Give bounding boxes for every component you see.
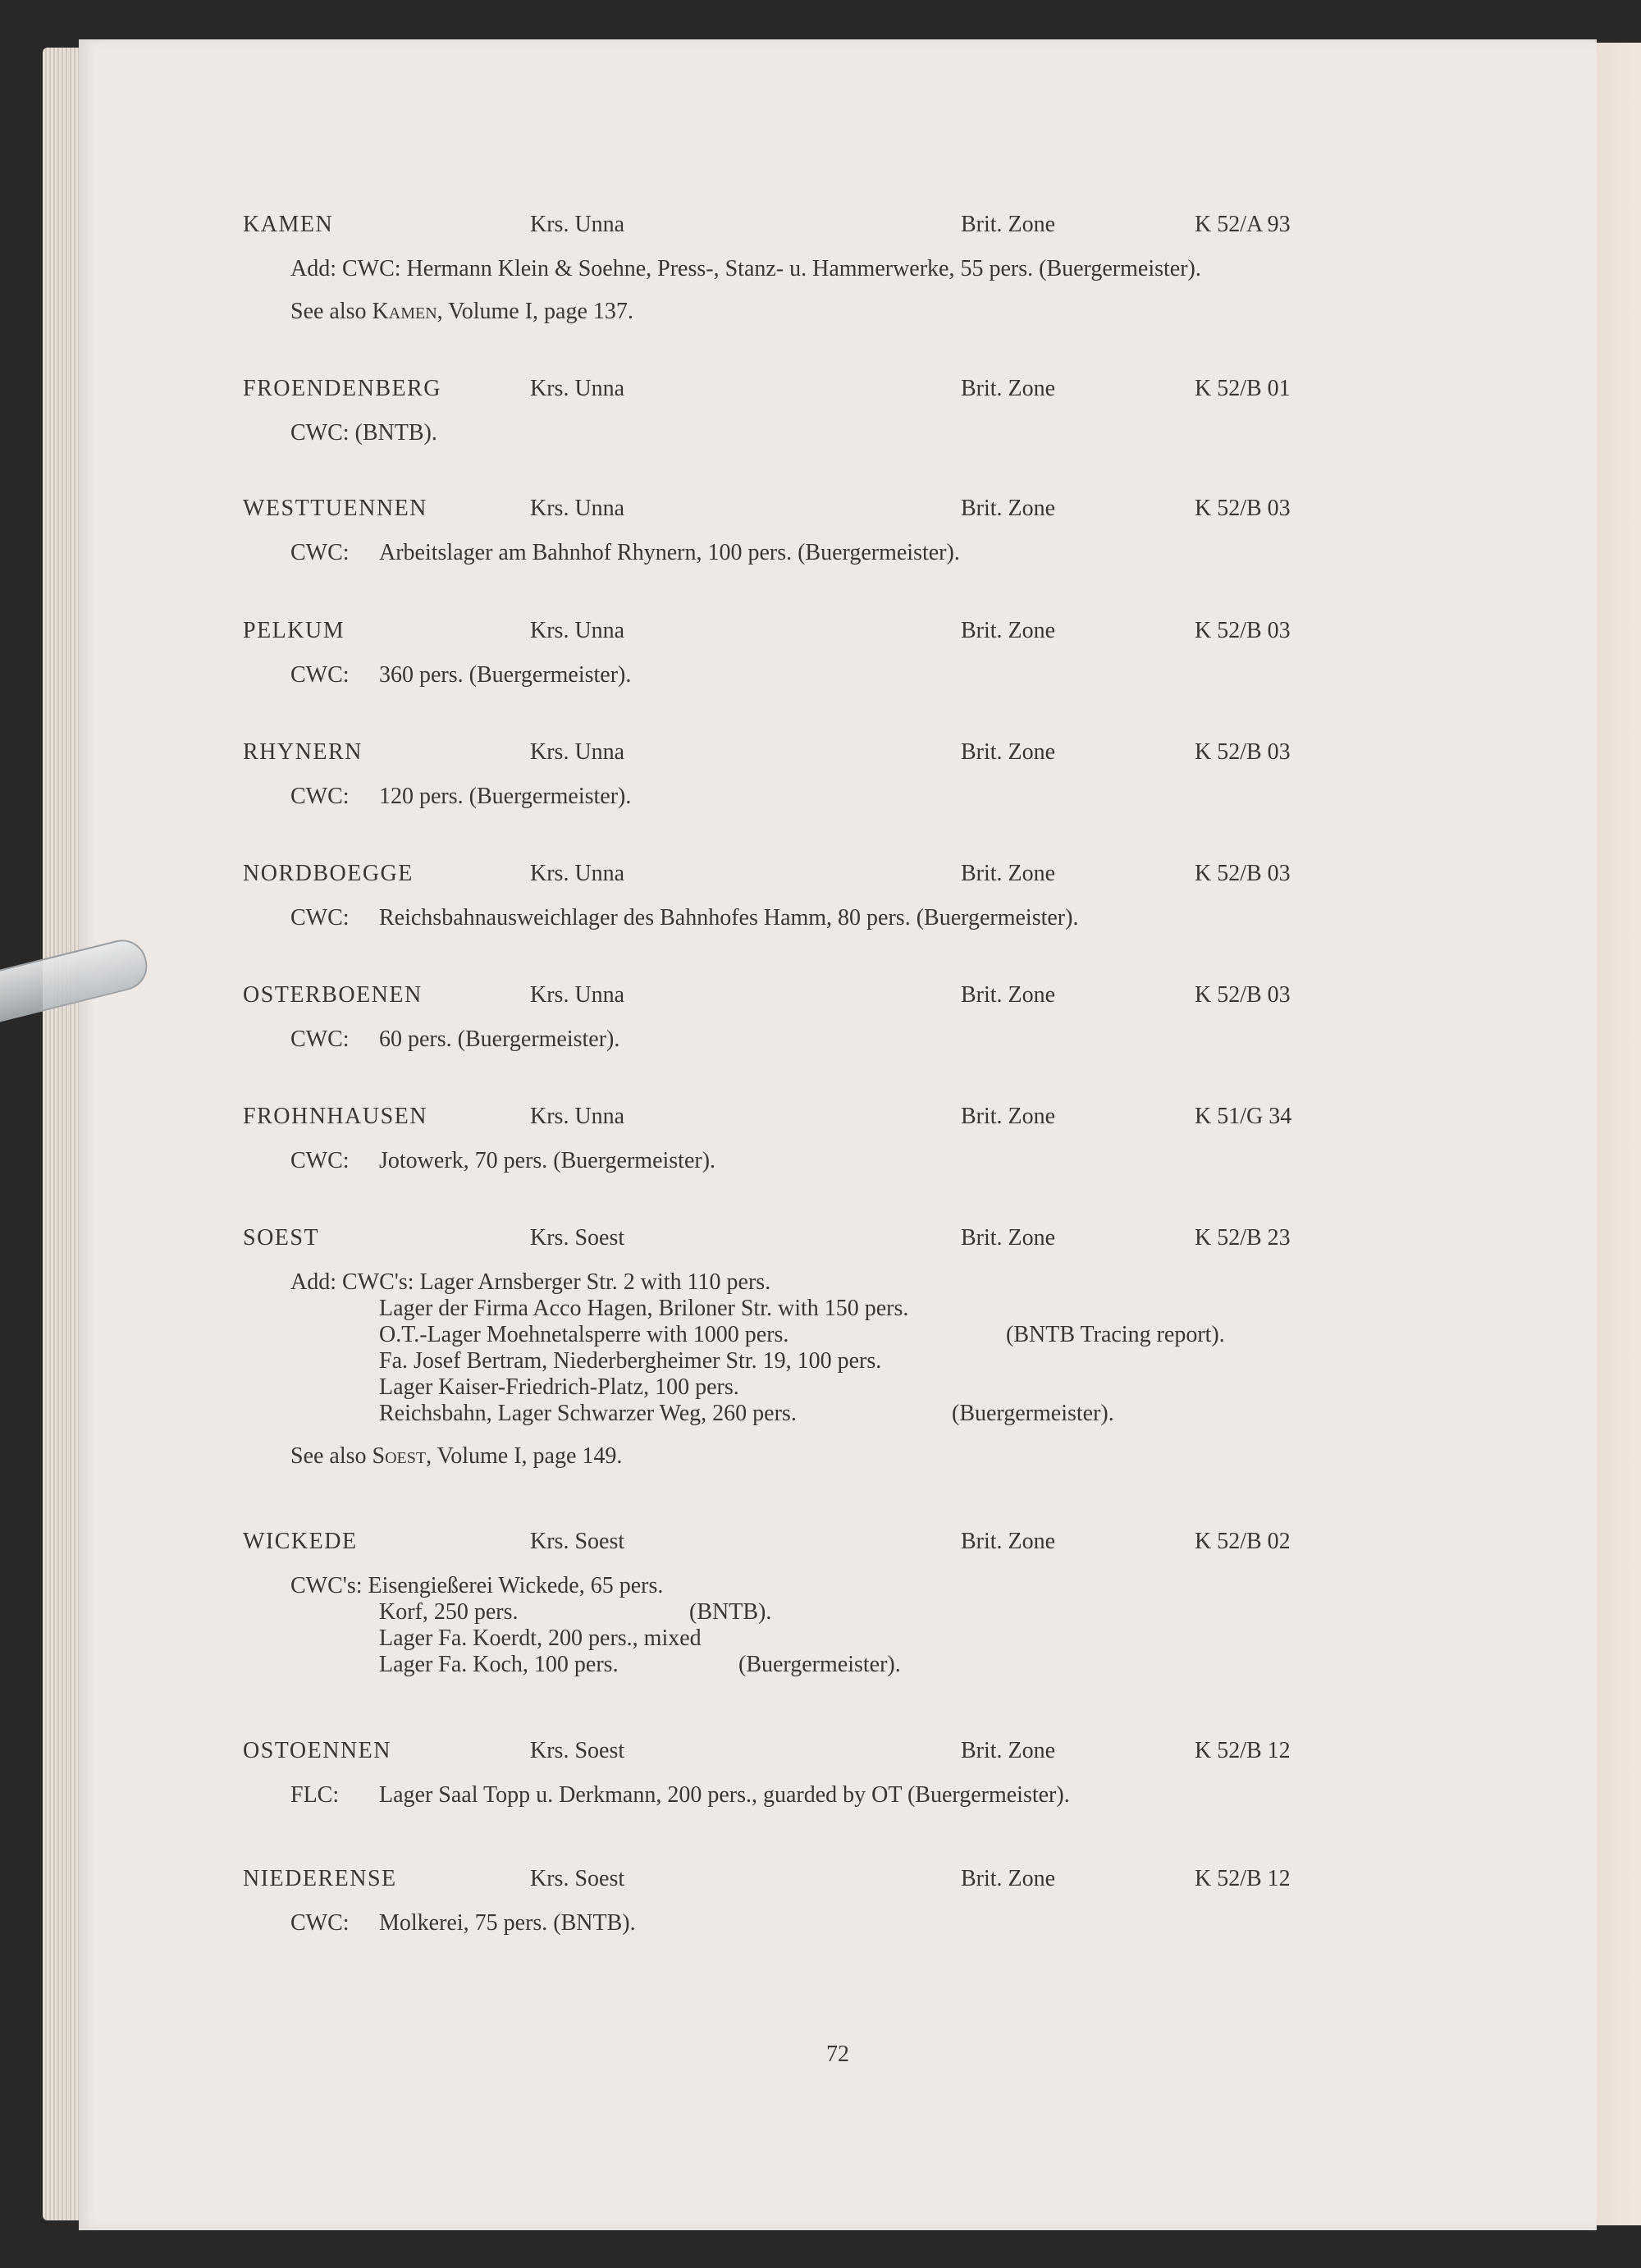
map-reference: K 52/B 03 bbox=[1195, 982, 1291, 1008]
map-reference: K 52/B 03 bbox=[1195, 861, 1291, 886]
place-name: NIEDERENSE bbox=[243, 1866, 397, 1891]
map-reference: K 52/B 03 bbox=[1195, 739, 1291, 765]
page-number: 72 bbox=[826, 2042, 849, 2067]
zone: Brit. Zone bbox=[961, 861, 1056, 886]
camp-line: 360 pers. (Buergermeister). bbox=[379, 662, 632, 688]
see-also: See also Kamen, Volume I, page 137. bbox=[290, 299, 633, 324]
district: Krs. Unna bbox=[530, 618, 625, 643]
camp-line: Jotowerk, 70 pers. (Buergermeister). bbox=[379, 1148, 716, 1173]
camp-line: Lager Kaiser-Friedrich-Platz, 100 pers. bbox=[379, 1374, 739, 1400]
camp-type: CWC: bbox=[290, 1910, 350, 1936]
place-name: OSTOENNEN bbox=[243, 1738, 391, 1763]
entry-nordboegge bbox=[243, 861, 1523, 931]
district: Krs. Unna bbox=[530, 739, 625, 765]
district: Krs. Unna bbox=[530, 376, 625, 401]
place-name: NORDBOEGGE bbox=[243, 861, 414, 886]
map-reference: K 52/B 03 bbox=[1195, 618, 1291, 643]
district: Krs. Unna bbox=[530, 1104, 625, 1129]
district: Krs. Unna bbox=[530, 496, 625, 521]
camp-type: CWC: bbox=[290, 1148, 350, 1173]
camp-line: Lager Fa. Koerdt, 200 pers., mixed bbox=[379, 1626, 702, 1651]
zone: Brit. Zone bbox=[961, 1529, 1056, 1554]
map-reference: K 51/G 34 bbox=[1195, 1104, 1292, 1129]
place-name: WICKEDE bbox=[243, 1529, 358, 1554]
district: Krs. Unna bbox=[530, 982, 625, 1008]
camp-type: CWC: bbox=[290, 1027, 350, 1052]
camp-line: Lager Saal Topp u. Derkmann, 200 pers., guarded by OT (Buergermeister). bbox=[379, 1782, 1070, 1808]
district: Krs. Unna bbox=[530, 861, 625, 886]
zone: Brit. Zone bbox=[961, 1104, 1056, 1129]
map-reference: K 52/B 03 bbox=[1195, 496, 1291, 521]
camp-type: CWC: bbox=[290, 784, 350, 809]
camp-line: CWC: (BNTB). bbox=[290, 420, 437, 446]
camp-line: Lager Fa. Koch, 100 pers. bbox=[379, 1652, 619, 1677]
district: Krs. Soest bbox=[530, 1529, 625, 1554]
camp-type: CWC: bbox=[290, 540, 350, 565]
map-reference: K 52/B 23 bbox=[1195, 1225, 1291, 1251]
zone: Brit. Zone bbox=[961, 212, 1056, 237]
entry-niederense bbox=[243, 1866, 1523, 1936]
map-reference: K 52/B 12 bbox=[1195, 1738, 1291, 1763]
source-note: (BNTB). bbox=[689, 1599, 772, 1625]
entry-kamen bbox=[243, 212, 1523, 325]
zone: Brit. Zone bbox=[961, 1866, 1056, 1891]
district: Krs. Soest bbox=[530, 1866, 625, 1891]
entry-pelkum bbox=[243, 618, 1523, 688]
district: Krs. Soest bbox=[530, 1738, 625, 1763]
camp-line: 60 pers. (Buergermeister). bbox=[379, 1027, 620, 1052]
place-name: SOEST bbox=[243, 1225, 320, 1251]
map-reference: K 52/B 02 bbox=[1195, 1529, 1291, 1554]
entry-rhynern bbox=[243, 739, 1523, 810]
place-name: WESTTUENNEN bbox=[243, 496, 427, 521]
camp-line: Add: CWC's: Lager Arnsberger Str. 2 with 110 pers. bbox=[290, 1269, 771, 1295]
camp-line: Reichsbahnausweichlager des Bahnhofes Hamm, 80 pers. (Buergermeister). bbox=[379, 905, 1079, 931]
map-reference: K 52/A 93 bbox=[1195, 212, 1291, 237]
camp-type: CWC: bbox=[290, 662, 350, 688]
camp-line: Korf, 250 pers. bbox=[379, 1599, 519, 1625]
source-note: (BNTB Tracing report). bbox=[1006, 1322, 1225, 1347]
zone: Brit. Zone bbox=[961, 376, 1056, 401]
entry-wickede bbox=[243, 1529, 1523, 1678]
camp-line: Fa. Josef Bertram, Niederbergheimer Str. 19, 100 pers. bbox=[379, 1348, 882, 1374]
place-name: FROENDENBERG bbox=[243, 376, 442, 401]
place-name: FROHNHAUSEN bbox=[243, 1104, 427, 1129]
camp-type: CWC: bbox=[290, 905, 350, 931]
camp-line: Reichsbahn, Lager Schwarzer Weg, 260 pers. bbox=[379, 1401, 797, 1426]
camp-line: O.T.-Lager Moehnetalsperre with 1000 pers. bbox=[379, 1322, 789, 1347]
place-name: PELKUM bbox=[243, 618, 345, 643]
entry-ostoennen bbox=[243, 1738, 1523, 1808]
camp-line: Arbeitslager am Bahnhof Rhynern, 100 pers. (Buergermeister). bbox=[379, 540, 960, 565]
zone: Brit. Zone bbox=[961, 618, 1056, 643]
camp-line: Molkerei, 75 pers. (BNTB). bbox=[379, 1910, 636, 1936]
book-page bbox=[79, 39, 1597, 2230]
camp-type: FLC: bbox=[290, 1782, 340, 1808]
source-note: (Buergermeister). bbox=[738, 1652, 901, 1677]
place-name: OSTERBOENEN bbox=[243, 982, 423, 1008]
camp-line: Lager der Firma Acco Hagen, Briloner Str. with 150 pers. bbox=[379, 1296, 909, 1321]
zone: Brit. Zone bbox=[961, 496, 1056, 521]
entry-westtuennen bbox=[243, 496, 1523, 566]
map-reference: K 52/B 12 bbox=[1195, 1866, 1291, 1891]
zone: Brit. Zone bbox=[961, 982, 1056, 1008]
entry-frohnhausen bbox=[243, 1104, 1523, 1174]
camp-line: CWC's: Eisengießerei Wickede, 65 pers. bbox=[290, 1573, 664, 1598]
entry-osterboenen bbox=[243, 982, 1523, 1053]
district: Krs. Soest bbox=[530, 1225, 625, 1251]
camp-line: 120 pers. (Buergermeister). bbox=[379, 784, 632, 809]
camp-line: Add: CWC: Hermann Klein & Soehne, Press-, Stanz- u. Hammerwerke, 55 pers. (Buergermeister). bbox=[290, 256, 1201, 281]
map-reference: K 52/B 01 bbox=[1195, 376, 1291, 401]
entry-froendenberg bbox=[243, 376, 1523, 446]
zone: Brit. Zone bbox=[961, 1738, 1056, 1763]
place-name: KAMEN bbox=[243, 212, 334, 237]
see-also: See also Soest, Volume I, page 149. bbox=[290, 1443, 623, 1469]
entry-soest bbox=[243, 1225, 1523, 1470]
source-note: (Buergermeister). bbox=[952, 1401, 1114, 1426]
zone: Brit. Zone bbox=[961, 1225, 1056, 1251]
zone: Brit. Zone bbox=[961, 739, 1056, 765]
place-name: RHYNERN bbox=[243, 739, 363, 765]
district: Krs. Unna bbox=[530, 212, 625, 237]
